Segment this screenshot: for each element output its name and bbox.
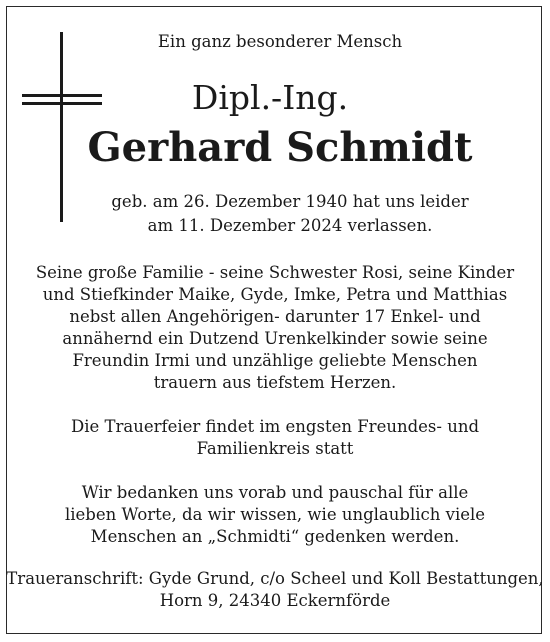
thanks-line: Wir bedanken uns vorab und pauschal für alle xyxy=(81,483,469,502)
family-line: und Stiefkinder Maike, Gyde, Imke, Petra und Matthias xyxy=(42,285,508,304)
thanks-line: lieben Worte, da wir wissen, wie unglaublich viele xyxy=(64,505,486,524)
family-line: trauern aus tiefstem Herzen. xyxy=(153,373,397,392)
academic-title: Dipl.-Ing. xyxy=(191,78,349,117)
birth-date-line: geb. am 26. Dezember 1940 hat uns leider xyxy=(111,192,469,211)
thanks-line: Menschen an „Schmidti“ gedenken werden. xyxy=(90,527,460,546)
address-line: Horn 9, 24340 Eckernförde xyxy=(159,591,391,610)
intro-line: Ein ganz besonderer Mensch xyxy=(157,32,403,51)
family-line: Freundin Irmi und unzählige geliebte Menschen xyxy=(72,351,478,370)
deceased-name: Gerhard Schmidt xyxy=(87,124,473,171)
family-line: annähernd ein Dutzend Urenkelkinder sowie seine xyxy=(62,329,488,348)
family-line: Seine große Familie - seine Schwester Rosi, seine Kinder xyxy=(35,263,515,282)
funeral-line: Familienkreis statt xyxy=(196,439,354,458)
address-line: Traueranschrift: Gyde Grund, c/o Scheel und Koll Bestattungen, xyxy=(6,569,544,588)
death-date-line: am 11. Dezember 2024 verlassen. xyxy=(147,216,433,235)
funeral-line: Die Trauerfeier findet im engsten Freundes- und xyxy=(70,417,480,436)
family-line: nebst allen Angehörigen- darunter 17 Enkel- und xyxy=(69,307,481,326)
